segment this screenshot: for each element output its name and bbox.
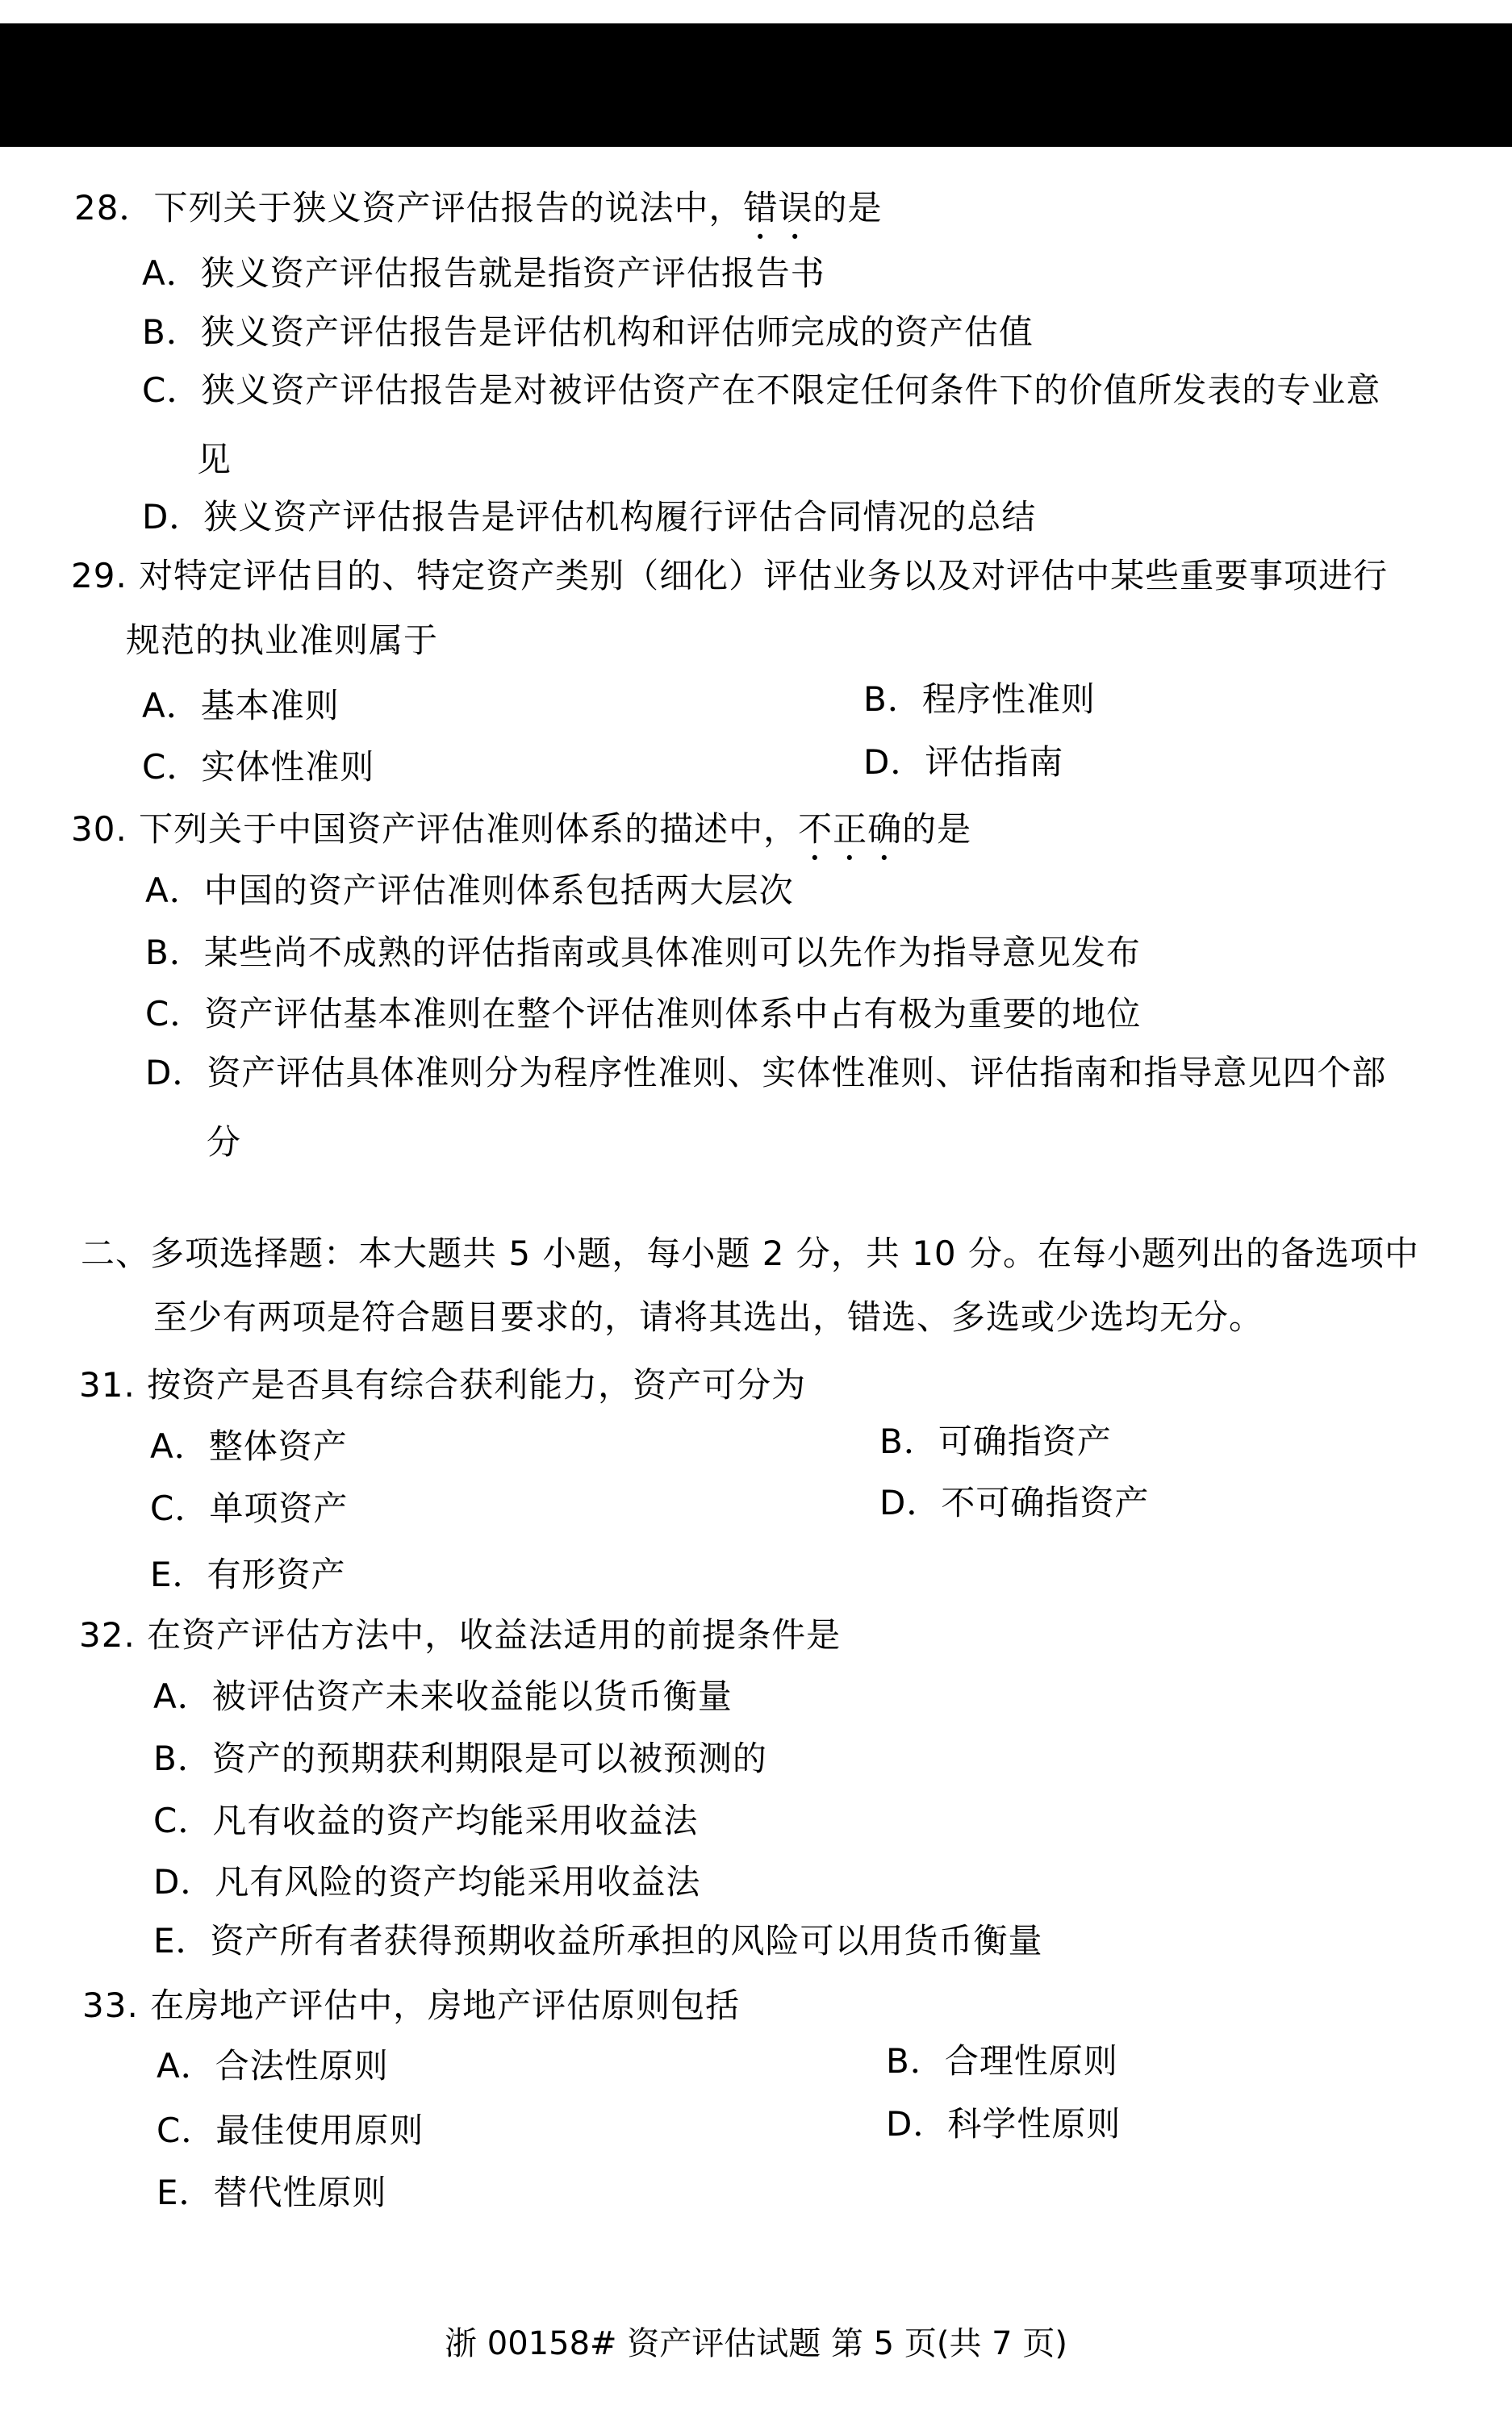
question-30-option-c: C．资产评估基本准则在整个评估准则体系中占有极为重要的地位: [145, 994, 1142, 1034]
question-29-stem: 29. 对特定评估目的、特定资产类别（细化）评估业务以及对评估中某些重要事项进行: [71, 556, 1389, 595]
question-32-option-b: B．资产的预期获利期限是可以被预测的: [153, 1739, 767, 1778]
question-28-option-c: C．狭义资产评估报告是对被评估资产在不限定任何条件下的价值所发表的专业意: [142, 370, 1381, 410]
question-33-stem: 33. 在房地产评估中，房地产评估原则包括: [82, 1986, 741, 2025]
stem-text: 30. 下列关于中国资产评估准则体系的描述中，: [71, 809, 799, 849]
question-30-option-d: D．资产评估具体准则分为程序性准则、实体性准则、评估指南和指导意见四个部: [145, 1053, 1387, 1092]
question-30-stem: [71, 809, 971, 868]
question-29-stem-cont: 规范的执业准则属于: [126, 620, 439, 660]
stem-text: 的是: [902, 809, 972, 849]
question-33-option-d: D．科学性原则: [886, 2104, 1121, 2144]
question-28-option-a: A．狭义资产评估报告就是指资产评估报告书: [142, 253, 825, 293]
question-29-option-a: A．基本准则: [142, 686, 340, 725]
question-29-option-b: B．程序性准则: [863, 679, 1096, 719]
question-31-option-e: E．有形资产: [150, 1555, 346, 1594]
question-31-option-d: D．不可确指资产: [879, 1483, 1150, 1522]
question-32-option-d: D．凡有风险的资产均能采用收益法: [153, 1862, 701, 1902]
question-33-option-b: B．合理性原则: [886, 2041, 1118, 2081]
question-29-option-c: C．实体性准则: [142, 747, 375, 787]
question-28-option-c-cont: 见: [197, 440, 232, 479]
emphasis-text: 不正确: [798, 809, 903, 849]
emphasis-text: 错误: [743, 188, 813, 228]
question-31-stem: 31. 按资产是否具有综合获利能力，资产可分为: [79, 1365, 807, 1405]
question-30-option-d-cont: 分: [207, 1122, 242, 1162]
question-30-option-a: A．中国的资产评估准则体系包括两大层次: [145, 871, 794, 910]
question-29-option-d: D．评估指南: [863, 742, 1064, 782]
stem-text: 28．下列关于狭义资产评估报告的说法中，: [74, 188, 744, 228]
section-2-instructions: 至少有两项是符合题目要求的，请将其选出，错选、多选或少选均无分。: [153, 1297, 1264, 1337]
stem-text: 的是: [812, 188, 883, 228]
question-33-option-a: A．合法性原则: [157, 2046, 389, 2086]
question-31-option-b: B．可确指资产: [879, 1422, 1112, 1461]
section-2-heading: 二、多项选择题：本大题共 5 小题，每小题 2 分，共 10 分。在每小题列出的备选项中: [81, 1234, 1419, 1273]
page-footer: 浙 00158# 资产评估试题 第 5 页(共 7 页): [445, 2325, 1067, 2362]
question-31-option-a: A．整体资产: [150, 1426, 348, 1466]
question-32-option-c: C．凡有收益的资产均能采用收益法: [153, 1801, 699, 1840]
question-28-option-d: D．狭义资产评估报告是评估机构履行评估合同情况的总结: [142, 497, 1037, 537]
question-32-option-a: A．被评估资产未来收益能以货币衡量: [153, 1677, 733, 1716]
question-30-option-b: B．某些尚不成熟的评估指南或具体准则可以先作为指导意见发布: [145, 933, 1141, 972]
question-28-option-b: B．狭义资产评估报告是评估机构和评估师完成的资产估值: [142, 312, 1034, 352]
question-31-option-c: C．单项资产: [150, 1489, 349, 1528]
question-33-option-e: E．替代性原则: [157, 2173, 387, 2212]
question-32-option-e: E．资产所有者获得预期收益所承担的风险可以用货币衡量: [153, 1921, 1043, 1961]
question-28-stem: [74, 188, 882, 247]
question-32-stem: 32. 在资产评估方法中，收益法适用的前提条件是: [79, 1615, 842, 1655]
question-33-option-c: C．最佳使用原则: [157, 2111, 424, 2150]
scan-top-black-bar: [0, 23, 1512, 147]
